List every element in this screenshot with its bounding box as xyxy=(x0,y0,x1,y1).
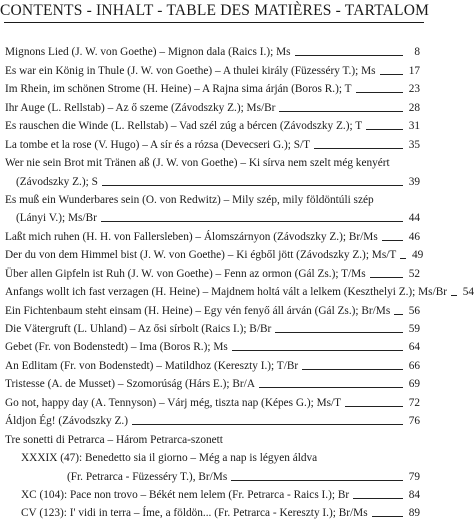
toc-leader-line xyxy=(370,277,403,278)
toc-entry-title xyxy=(5,355,420,373)
toc-entry xyxy=(5,42,420,60)
toc-page-number: 17 xyxy=(408,64,420,77)
toc-entry-title xyxy=(5,190,420,208)
toc-page-number: 69 xyxy=(408,378,420,391)
toc-entry-text: La tombe et la rose (V. Hugo) – A sír és a rózsa (Devecseri G.); S/T xyxy=(5,138,311,151)
toc-entry-title xyxy=(5,97,420,115)
toc-leader-line xyxy=(295,55,403,56)
toc-entry-title xyxy=(5,226,420,244)
toc-leader-line xyxy=(400,258,406,259)
toc-entry-title xyxy=(5,60,420,78)
toc-page-number: 72 xyxy=(408,396,420,409)
toc-page-number: 8 xyxy=(414,46,420,59)
toc-page-number: 23 xyxy=(408,83,420,96)
toc-leader-line xyxy=(232,350,403,351)
toc-leader-line xyxy=(314,148,403,149)
toc-leader-line xyxy=(372,516,403,517)
toc-page-number: 44 xyxy=(408,212,420,225)
toc-entry xyxy=(5,97,420,115)
toc-page-number: 66 xyxy=(408,359,420,372)
toc-entry-title xyxy=(5,485,420,503)
toc-leader-line xyxy=(353,498,403,499)
toc-entry-text: An Edlitam (Fr. von Bodenstedt) – Matildhoz (Kereszty I.); T/Br xyxy=(5,359,299,372)
toc-leader-line xyxy=(101,221,403,222)
toc-entry xyxy=(5,282,474,300)
toc-leader-line xyxy=(259,387,403,388)
toc-entry-text: Über allen Gipfeln ist Ruh (J. W. von Goethe) – Fenn az ormon (Gál Zs.); T/Ms xyxy=(5,267,366,280)
toc-entry xyxy=(5,300,420,318)
toc-entry-title xyxy=(5,245,424,263)
toc-leader-line xyxy=(394,314,403,315)
toc-entry xyxy=(5,226,420,244)
toc-entry-text: Ihr Auge (L. Rellstab) – Az ő szeme (Závodszky Z.); Ms/Br xyxy=(5,101,276,114)
toc-entry-text: Laßt mich ruhen (H. H. von Fallersleben) – Álomszárnyon (Závodszky Z.); Br/Ms xyxy=(5,230,378,243)
toc-entry-title xyxy=(5,411,420,429)
toc-page-number: 49 xyxy=(411,249,424,262)
toc-entry-text: Ein Fichtenbaum steht einsam (H. Heine) – Egy vén fenyő áll árván (Gál Zs.); Br/Ms xyxy=(5,304,391,317)
toc-entry-text: Wer nie sein Brot mit Tränen aß (J. W. von Goethe) – Ki sírva nem szelt még kenyért xyxy=(5,157,390,170)
toc-page-number: 39 xyxy=(408,175,420,188)
toc-entry-title xyxy=(5,337,420,355)
toc-entry-title xyxy=(5,319,420,337)
toc-leader-line xyxy=(302,369,403,370)
toc-entry-title xyxy=(5,79,420,97)
toc-entry-title xyxy=(5,300,420,318)
toc-entry xyxy=(5,263,420,281)
toc-entry-title xyxy=(5,42,420,60)
toc-page-number: 31 xyxy=(408,120,420,133)
toc-entry-title xyxy=(5,116,420,134)
toc-entry xyxy=(5,79,420,97)
toc-entry-title xyxy=(5,429,420,447)
toc-entry xyxy=(5,392,420,410)
toc-leader-line xyxy=(366,129,403,130)
toc-entry-text: CV (123): I' vidi in terra – Íme, a földön... (Fr. Petrarca - Kereszty I.); Br/Ms xyxy=(21,507,368,520)
toc-entry-text: Tre sonetti di Petrarca – Három Petrarca-szonett xyxy=(5,433,223,446)
toc-entry-title xyxy=(5,448,420,466)
toc-entry xyxy=(5,337,420,355)
toc-entry xyxy=(5,503,420,521)
toc-entry-title xyxy=(5,282,474,300)
toc-leader-line xyxy=(275,332,403,333)
toc-entry xyxy=(5,153,420,190)
toc-page-number: 84 xyxy=(408,488,420,501)
toc-entry-text: Mignons Lied (J. W. von Goethe) – Mignon dala (Raics I.); Ms xyxy=(5,46,291,59)
toc-entry-text: Der du von dem Himmel bist (J. W. von Goethe) – Ki égből jött (Závodszky Z.); Ms/T xyxy=(5,249,397,262)
title-rule xyxy=(4,22,424,23)
toc-entry-text: Go not, happy day (A. Tennyson) – Várj még, tiszta nap (Képes G.); Ms/T xyxy=(5,396,342,409)
toc-entry-text: Tristesse (A. de Musset) – Szomorúság (Hárs E.); Br/A xyxy=(5,378,255,391)
toc-entry xyxy=(5,60,420,78)
toc-entry-text: Áldjon Ég! (Závodszky Z.) xyxy=(5,415,128,428)
toc-entry-title xyxy=(5,263,420,281)
toc-entry xyxy=(5,411,420,429)
toc-entry xyxy=(5,319,420,337)
page-title: CONTENTS - INHALT - TABLE DES MATIÈRES - TARTALOM xyxy=(0,2,430,19)
toc-entry-continuation xyxy=(5,466,420,484)
toc-leader-line xyxy=(132,424,403,425)
toc-entry xyxy=(5,245,424,263)
toc-entry-title xyxy=(5,153,420,171)
toc-entry-text: (Lányi V.); Ms/Br xyxy=(16,212,97,225)
toc-page-number: 54 xyxy=(462,286,474,299)
toc-leader-line xyxy=(279,111,403,112)
toc-page-number: 59 xyxy=(408,323,420,335)
toc-leader-line xyxy=(356,92,404,93)
toc-entry xyxy=(5,485,420,503)
toc-leader-line xyxy=(451,295,457,296)
toc-leader-line xyxy=(231,480,403,481)
toc-entry xyxy=(5,190,420,227)
toc-entry-text: Es rauschen die Winde (L. Rellstab) – Vad szél zúg a bércen (Závodszky Z.); T xyxy=(5,120,363,133)
toc-entry xyxy=(5,355,420,373)
toc-entry-title xyxy=(5,134,420,152)
toc-leader-line xyxy=(102,185,403,186)
toc-leader-line xyxy=(380,74,403,75)
toc-entry-text: Die Vätergruft (L. Uhland) – Az ősi sírbolt (Raics I.); B/Br xyxy=(5,323,272,335)
toc-entry xyxy=(5,429,420,447)
toc-entry-text: (Fr. Petrarca - Füzesséry T.), Br/Ms xyxy=(67,470,228,483)
toc-entry-text: XC (104): Pace non trovo – Békét nem lelem (Fr. Petrarca - Raics I.); Br xyxy=(21,488,350,501)
toc-entry-text: Es war ein König in Thule (J. W. von Goethe) – A thulei király (Füzesséry T.); Ms xyxy=(5,64,376,77)
toc-entry-title xyxy=(5,392,420,410)
toc-page-number: 76 xyxy=(408,415,420,428)
toc-page-number: 89 xyxy=(408,507,420,520)
toc-entry-text: Es muß ein Wunderbares sein (O. von Redwitz) – Mily szép, mily földöntúli szép xyxy=(5,193,374,206)
toc-entry xyxy=(5,374,420,392)
toc-entry-text: XXXIX (47): Benedetto sia il giorno – Még a nap is légyen áldva xyxy=(21,452,318,465)
toc-page-number: 46 xyxy=(408,230,420,243)
toc-page-number: 52 xyxy=(408,267,420,280)
toc-entry-text: Gebet (Fr. von Bodenstedt) – Ima (Boros R.); Ms xyxy=(5,341,228,354)
toc-entry-title xyxy=(5,374,420,392)
toc-entry xyxy=(5,134,420,152)
contents-list xyxy=(5,42,474,521)
toc-page-number: 28 xyxy=(408,101,420,114)
toc-page-number: 64 xyxy=(408,341,420,354)
toc-entry-text: Im Rhein, im schönen Strome (H. Heine) – A Rajna sima árján (Boros R.); T xyxy=(5,83,352,96)
toc-entry xyxy=(5,116,420,134)
toc-page-number: 35 xyxy=(408,138,420,151)
toc-leader-line xyxy=(345,406,403,407)
toc-page-number: 79 xyxy=(408,470,420,483)
toc-entry-title xyxy=(5,503,420,521)
toc-entry-continuation xyxy=(5,208,420,226)
toc-entry-continuation xyxy=(5,171,420,189)
toc-entry xyxy=(5,448,420,485)
toc-entry-text: (Závodszky Z.); S xyxy=(16,175,98,188)
toc-page-number: 56 xyxy=(408,304,420,317)
toc-entry-text: Anfangs wollt ich fast verzagen (H. Heine) – Majdnem holtá vált a lelkem (Keszthelyi Z.); Ms/Br xyxy=(5,286,448,299)
toc-leader-line xyxy=(382,240,403,241)
